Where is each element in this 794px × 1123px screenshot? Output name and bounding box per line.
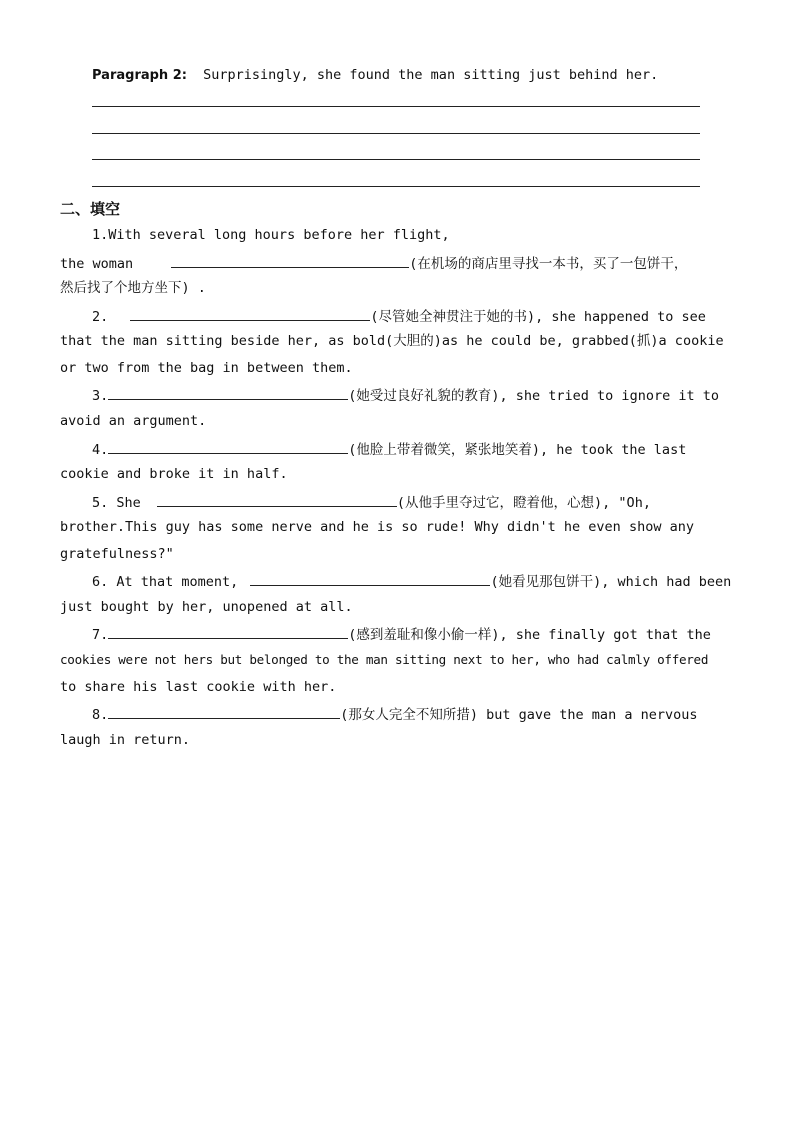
item-2-hint: (尽管她全神贯注于她的书), she happened to see (370, 309, 706, 325)
item-7-line-2: cookies were not hers but belonged to the man sitting next to her, who had calmly offered (60, 652, 709, 667)
item-4-number: 4. (92, 442, 109, 458)
item-7-line-3: to share his last cookie with her. (60, 679, 337, 695)
item-2-line-1 (92, 306, 706, 326)
writing-line[interactable] (92, 133, 700, 134)
writing-line[interactable] (92, 186, 700, 187)
item-8-line-1 (92, 704, 697, 724)
writing-line[interactable] (92, 106, 700, 107)
item-3-blank[interactable] (108, 385, 348, 400)
item-2-number: 2. (92, 309, 109, 325)
item-8-blank[interactable] (108, 704, 340, 719)
item-2-blank[interactable] (130, 306, 370, 321)
item-5-line-3: gratefulness?" (60, 546, 174, 562)
item-8-line-2: laugh in return. (60, 732, 191, 748)
item-7-number: 7. (92, 627, 109, 643)
item-6-prefix: 6. At that moment, (92, 574, 239, 590)
item-5-line-2: brother.This guy has some nerve and he is so rude! Why didn't he even show any (60, 519, 694, 535)
writing-line[interactable] (92, 159, 700, 160)
item-1-hint: (在机场的商店里寻找一本书，买了一包饼干， (409, 256, 688, 272)
paragraph-2-label: Paragraph 2: (92, 68, 187, 83)
item-1-line-1: 1.With several long hours before her flight, (92, 227, 450, 243)
item-3-hint: (她受过良好礼貌的教育), she tried to ignore it to (348, 388, 719, 404)
item-4-line-1 (92, 439, 686, 459)
item-6-line-1 (92, 571, 731, 591)
item-7-line-1 (92, 624, 711, 644)
item-4-hint: (他脸上带着微笑，紧张地笑着), he took the last (348, 442, 687, 458)
paragraph-2-prompt (92, 66, 658, 85)
item-3-number: 3. (92, 388, 109, 404)
item-6-line-2: just bought by her, unopened at all. (60, 599, 353, 615)
item-4-line-2: cookie and broke it in half. (60, 466, 288, 482)
item-1-line-3: 然后找了个地方坐下) . (60, 280, 206, 296)
item-7-hint: (感到羞耻和像小偷一样), she finally got that the (348, 627, 711, 643)
section-title: 二、填空 (60, 200, 121, 218)
item-1-blank[interactable] (171, 253, 409, 268)
item-6-hint: (她看见那包饼干), which had been (490, 574, 732, 590)
item-2-line-3: or two from the bag in between them. (60, 360, 353, 376)
item-3-line-1 (92, 385, 719, 405)
item-3-line-2: avoid an argument. (60, 413, 207, 429)
item-5-hint: (从他手里夺过它，瞪着他，心想), "Oh, (396, 495, 651, 511)
item-4-blank[interactable] (108, 439, 348, 454)
item-2-line-2: that the man sitting beside her, as bold(大胆的)as he could be, grabbed(抓)a cookie (60, 333, 724, 349)
item-5-blank[interactable] (157, 492, 397, 507)
item-1-line-2 (60, 253, 687, 273)
paragraph-2-sentence: Surprisingly, she found the man sitting just behind her. (203, 67, 659, 83)
item-1-prefix: the woman (60, 256, 134, 272)
item-5-prefix: 5. She (92, 495, 141, 511)
item-8-number: 8. (92, 707, 109, 723)
item-6-blank[interactable] (250, 571, 490, 586)
item-5-line-1 (92, 492, 651, 512)
item-7-blank[interactable] (108, 624, 348, 639)
item-8-hint: (那女人完全不知所措) but gave the man a nervous (340, 707, 698, 723)
